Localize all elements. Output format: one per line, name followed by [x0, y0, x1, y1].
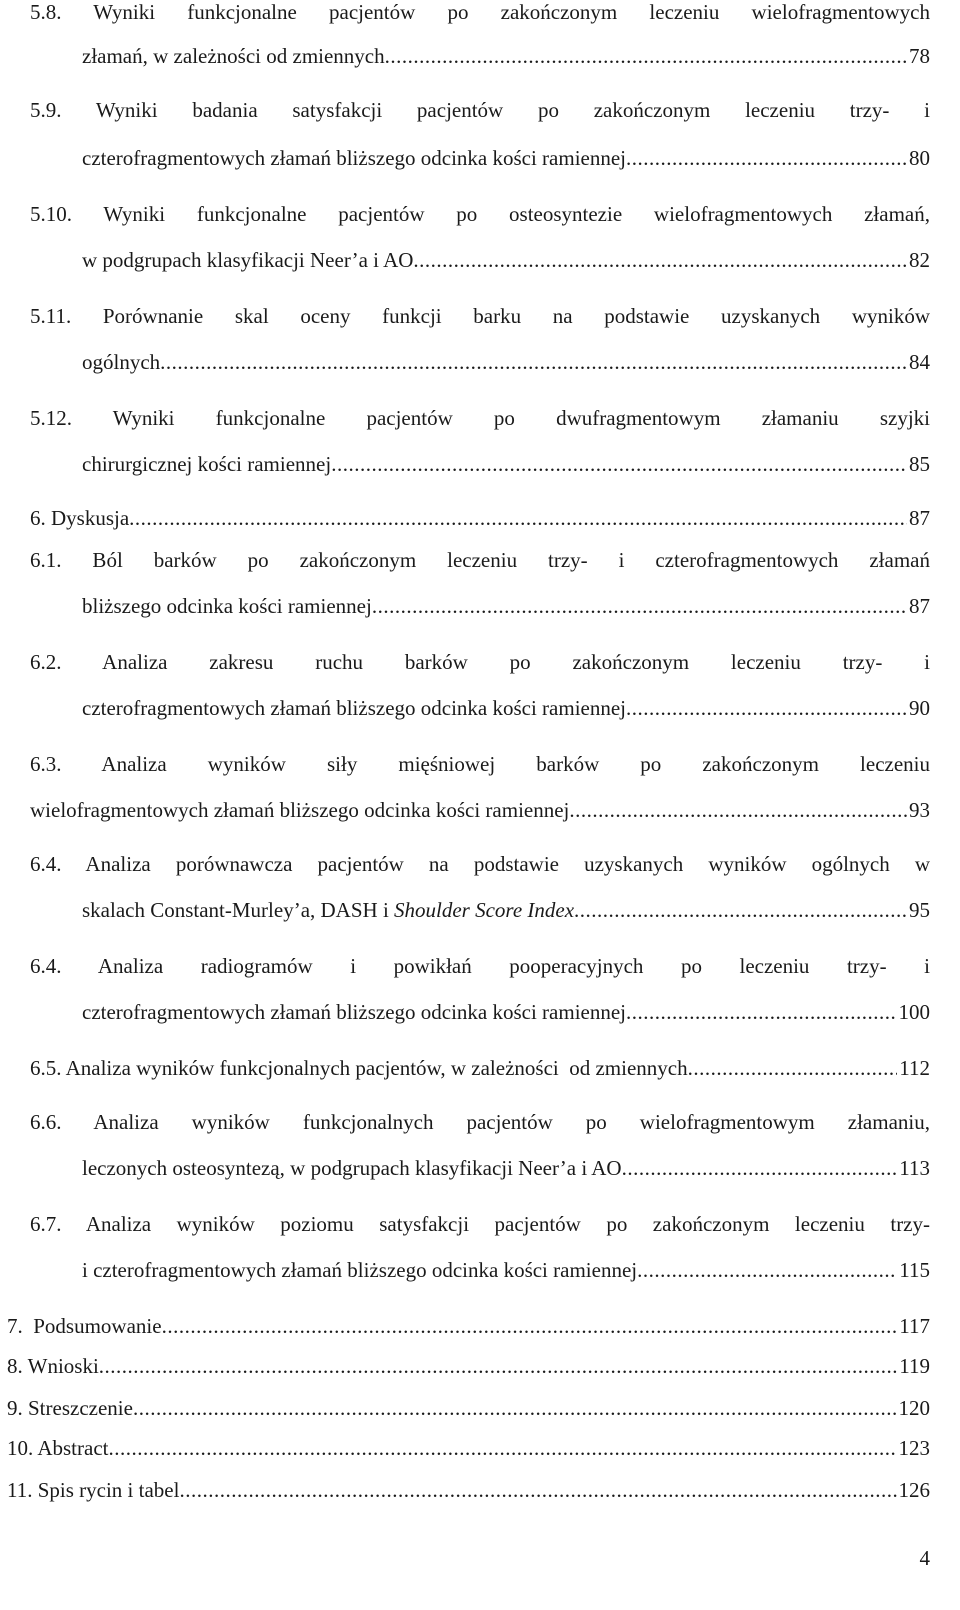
- toc-page-number: 78: [909, 44, 930, 68]
- toc-page-number: 115: [899, 1258, 930, 1282]
- toc-entry-text: w podgrupach klasyfikacji Neer’a i AO: [82, 248, 414, 272]
- dot-leader: [569, 798, 907, 823]
- toc-page-number: 123: [898, 1436, 930, 1460]
- toc-page-number: 100: [898, 1000, 930, 1024]
- toc-entry-6-4b-line1: 6.4. Analiza radiogramów i powikłań pooperacyjnych po leczeniu trzy- i: [30, 954, 930, 978]
- toc-page-number: 84: [909, 350, 930, 374]
- toc-entry-6-1-line2[interactable]: [82, 594, 930, 619]
- toc-entry-6[interactable]: [30, 506, 930, 531]
- dot-leader: [413, 248, 907, 273]
- toc-entry-text: chirurgicznej kości ramiennej: [82, 452, 332, 476]
- toc-entry-6-6-line2[interactable]: [82, 1156, 930, 1181]
- toc-entry-5-8-line2[interactable]: [82, 44, 930, 69]
- toc-entry-text: 6.5. Analiza wyników funkcjonalnych pacjentów, w zależności od zmiennych: [30, 1056, 688, 1080]
- toc-entry-6-4a-line2[interactable]: [82, 898, 930, 923]
- toc-entry-text: 7. Podsumowanie: [7, 1314, 162, 1338]
- toc-page-number: 93: [909, 798, 930, 822]
- toc-entry-6-7-line1: 6.7. Analiza wyników poziomu satysfakcji pacjentów po zakończonym leczeniu trzy-: [30, 1212, 930, 1236]
- toc-entry-text: wielofragmentowych złamań bliższego odcinka kości ramiennej: [30, 798, 570, 822]
- dot-leader: [133, 1396, 897, 1421]
- toc-entry-text: bliższego odcinka kości ramiennej: [82, 594, 372, 618]
- toc-entry-6-6-line1: 6.6. Analiza wyników funkcjonalnych pacjentów po wielofragmentowym złamaniu,: [30, 1110, 930, 1134]
- toc-entry-6-7-line2[interactable]: [82, 1258, 930, 1283]
- dot-leader: [331, 452, 907, 477]
- dot-leader: [179, 1478, 896, 1503]
- toc-entry-6-3-line2[interactable]: [30, 798, 930, 823]
- toc-entry-5-9-line2[interactable]: [82, 146, 930, 171]
- toc-entry-6-2-line2[interactable]: [82, 696, 930, 721]
- toc-entry-text: i czterofragmentowych złamań bliższego odcinka kości ramiennej: [82, 1258, 638, 1282]
- toc-page-number: 87: [909, 594, 930, 618]
- toc-entry-text: 8. Wnioski: [7, 1354, 99, 1378]
- toc-entry-5-8-line1: 5.8. Wyniki funkcjonalne pacjentów po zakończonym leczeniu wielofragmentowych: [30, 0, 930, 24]
- toc-entry-5-10-line1: 5.10. Wyniki funkcjonalne pacjentów po osteosyntezie wielofragmentowych złamań,: [30, 202, 930, 226]
- toc-page-number: 126: [898, 1478, 930, 1502]
- toc-entry-5-11-line2[interactable]: [82, 350, 930, 375]
- toc-entry-5-12-line1: 5.12. Wyniki funkcjonalne pacjentów po dwufragmentowym złamaniu szyjki: [30, 406, 930, 430]
- dot-leader: [626, 696, 907, 721]
- dot-leader: [129, 506, 907, 531]
- dot-leader: [688, 1056, 898, 1081]
- toc-entry-text: ogólnych: [82, 350, 161, 374]
- dot-leader: [108, 1436, 896, 1461]
- toc-page-number: 120: [898, 1396, 930, 1420]
- toc-entry-10[interactable]: [7, 1436, 930, 1461]
- toc-entry-5-9-line1: 5.9. Wyniki badania satysfakcji pacjentów po zakończonym leczeniu trzy- i: [30, 98, 930, 122]
- toc-entry-text: leczonych osteosyntezą, w podgrupach klasyfikacji Neer’a i AO: [82, 1156, 622, 1180]
- toc-entry-7[interactable]: [7, 1314, 930, 1339]
- toc-page-number: 87: [909, 506, 930, 530]
- toc-page-number: 80: [909, 146, 930, 170]
- dot-leader: [626, 146, 907, 171]
- toc-entry-6-4a-line1: 6.4. Analiza porównawcza pacjentów na podstawie uzyskanych wyników ogólnych w: [30, 852, 930, 876]
- dot-leader: [385, 44, 907, 69]
- dot-leader: [622, 1156, 898, 1181]
- toc-page-number: 112: [899, 1056, 930, 1080]
- dot-leader: [162, 1314, 898, 1339]
- toc-page-number: 119: [899, 1354, 930, 1378]
- toc-entry-11[interactable]: [7, 1478, 930, 1503]
- toc-page-number: 85: [909, 452, 930, 476]
- toc-page-number: 82: [909, 248, 930, 272]
- toc-entry-5-12-line2[interactable]: [82, 452, 930, 477]
- dot-leader: [637, 1258, 897, 1283]
- toc-entry-6-5[interactable]: [30, 1056, 930, 1081]
- page-number: 4: [919, 1546, 930, 1570]
- toc-page-number: 90: [909, 696, 930, 720]
- toc-entry-italic: Shoulder Score Index: [394, 898, 575, 922]
- toc-entry-text: czterofragmentowych złamań bliższego odcinka kości ramiennej: [82, 696, 627, 720]
- toc-entry-text: 9. Streszczenie: [7, 1396, 133, 1420]
- toc-entry-5-11-line1: 5.11. Porównanie skal oceny funkcji barku na podstawie uzyskanych wyników: [30, 304, 930, 328]
- toc-entry-text: [82, 898, 574, 923]
- toc-entry-text: 11. Spis rycin i tabel: [7, 1478, 180, 1502]
- dot-leader: [99, 1354, 897, 1379]
- toc-entry-5-10-line2[interactable]: [82, 248, 930, 273]
- toc-page-number: 113: [899, 1156, 930, 1180]
- toc-entry-text: 6. Dyskusja: [30, 506, 130, 530]
- toc-entry-text: złamań, w zależności od zmiennych: [82, 44, 385, 68]
- toc-entry-6-2-line1: 6.2. Analiza zakresu ruchu barków po zakończonym leczeniu trzy- i: [30, 650, 930, 674]
- toc-entry-6-1-line1: 6.1. Ból barków po zakończonym leczeniu trzy- i czterofragmentowych złamań: [30, 548, 930, 572]
- toc-entry-6-4b-line2[interactable]: [82, 1000, 930, 1025]
- toc-entry-9[interactable]: [7, 1396, 930, 1421]
- toc-entry-text: 10. Abstract: [7, 1436, 109, 1460]
- dot-leader: [626, 1000, 896, 1025]
- dot-leader: [160, 350, 907, 375]
- toc-entry-text-part: skalach Constant-Murley’a, DASH i: [82, 898, 395, 922]
- dot-leader: [574, 898, 907, 923]
- toc-page-number: 117: [899, 1314, 930, 1338]
- toc-entry-8[interactable]: [7, 1354, 930, 1379]
- dot-leader: [372, 594, 907, 619]
- toc-entry-text: czterofragmentowych złamań bliższego odcinka kości ramiennej: [82, 146, 627, 170]
- toc-page-number: 95: [909, 898, 930, 922]
- toc-entry-6-3-line1: 6.3. Analiza wyników siły mięśniowej barków po zakończonym leczeniu: [30, 752, 930, 776]
- toc-entry-text: czterofragmentowych złamań bliższego odcinka kości ramiennej: [82, 1000, 627, 1024]
